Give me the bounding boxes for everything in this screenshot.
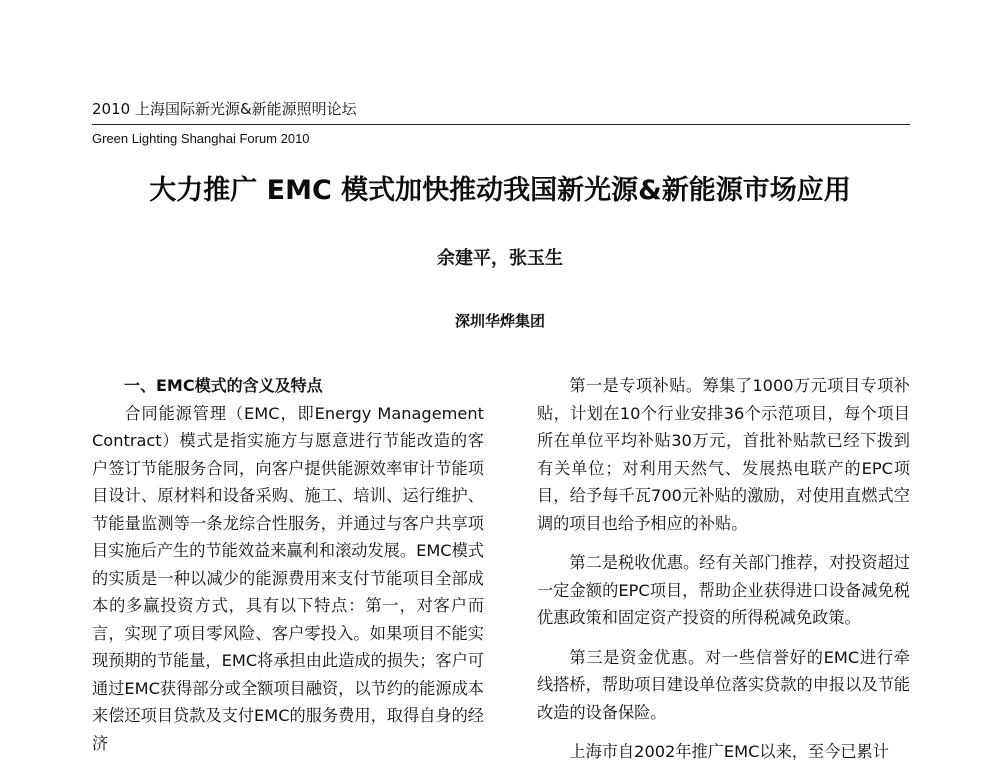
paper-title: 大力推广 EMC 模式加快推动我国新光源&新能源市场应用 <box>149 175 851 206</box>
body-paragraph: 第二是税收优惠。经有关部门推荐，对投资超过一定金额的EPC项目，帮助企业获得进口设备减免税优惠政策和固定资产投资的所得税减免政策。 <box>537 553 910 627</box>
paper-authors: 余建平，张玉生 <box>437 248 563 269</box>
body-paragraph: 第一是专项补贴。筹集了1000万元项目专项补贴，计划在10个行业安排36个示范项目，每个项目所在单位平均补贴30万元，首批补贴款已经下拨到有关单位；对利用天然气、发展热电联产的EPC项目，给予每千瓦700元补贴的激励，对使用直燃式空调的项目也给予相应的补贴。 <box>537 376 910 533</box>
running-head-english: Green Lighting Shanghai Forum 2010 <box>92 131 310 146</box>
body-paragraph: 第三是资金优惠。对一些信誉好的EMC进行牵线搭桥，帮助项目建设单位落实贷款的申报以及节能改造的设备保险。 <box>537 647 910 722</box>
header-rule <box>92 124 910 125</box>
left-column <box>92 372 484 757</box>
body-paragraph: 上海市自2002年推广EMC以来，至今已累计 <box>569 742 889 760</box>
section-heading: 一、EMC模式的含义及特点 <box>124 376 323 395</box>
body-paragraph: 合同能源管理（EMC，即Energy Management Contract）模式是指实施方与愿意进行节能改造的客户签订节能服务合同，向客户提供能源效率审计节能项目设计、原材料和设备采购、施工、培训、运行维护、节能量监测等一条龙综合性服务，并通过与客户共享项目实施后产生的节能效益来赢利和滚动发展。EMC模式的实质是一种以减少的能源费用来支付节能项目全部成本的多赢投资方式，具有以下特点：第一，对客户而言，实现了项目零风险、客户零投入。如果项目不能实现预期的节能量，EMC将承担由此造成的损失；客户可通过EMC获得部分或全额项目融资，以节约的能源成本来偿还项目贷款及支付EMC的服务费用，取得自身的经济 <box>92 403 484 753</box>
right-column <box>537 372 910 760</box>
running-head-chinese: 2010 上海国际新光源&新能源照明论坛 <box>92 100 357 118</box>
paper-affiliation: 深圳华烨集团 <box>454 312 545 330</box>
